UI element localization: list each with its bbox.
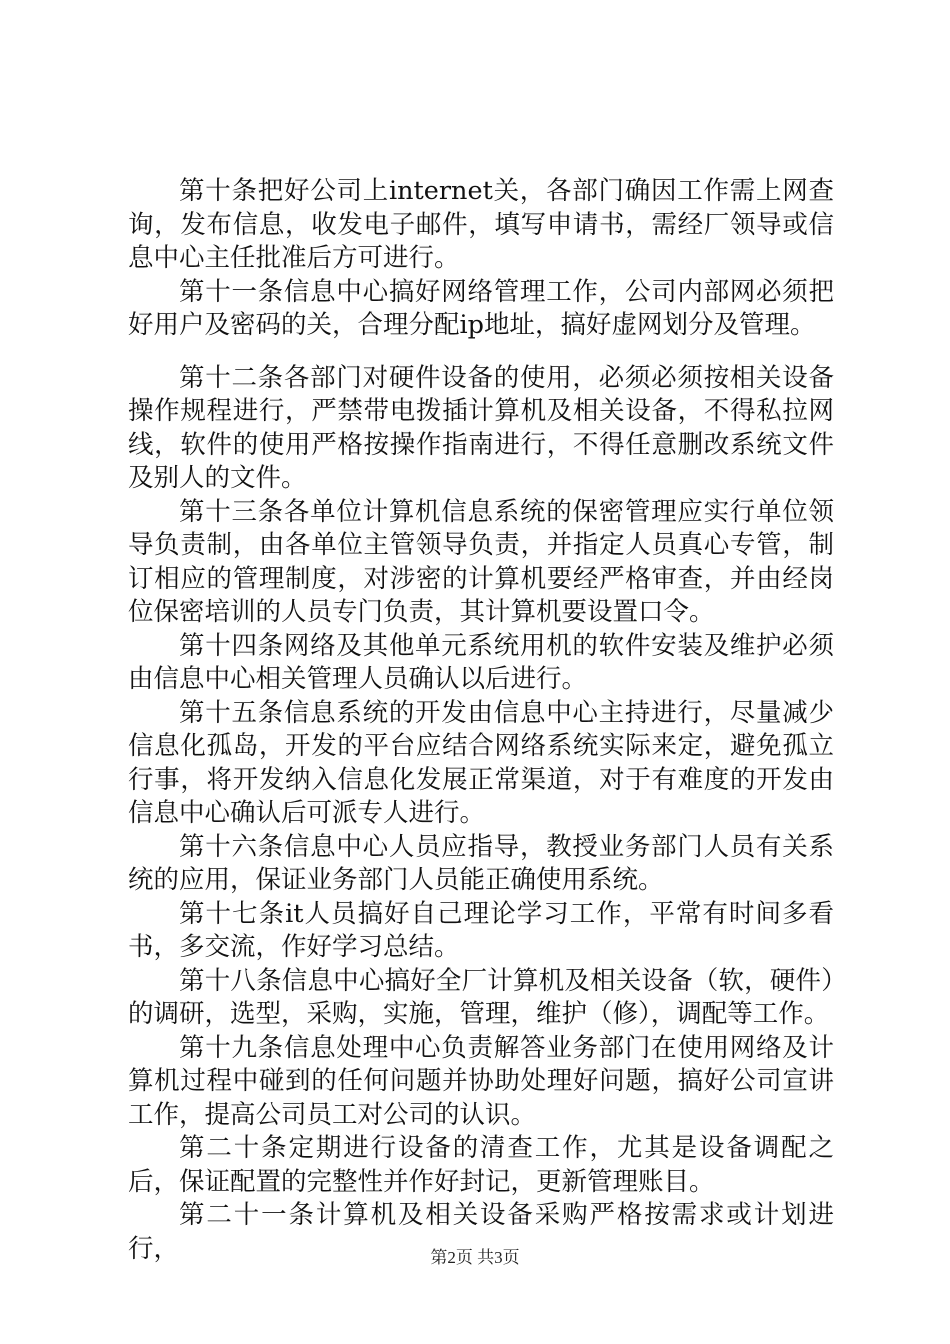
article-18: 第十八条信息中心搞好全厂计算机及相关设备（软，硬件）的调研，选型，采购，实施，管理，维护（修），调配等工作。 bbox=[128, 965, 834, 1029]
article-14: 第十四条网络及其他单元系统用机的软件安装及维护必须由信息中心相关管理人员确认以后进行。 bbox=[128, 630, 834, 694]
article-15: 第十五条信息系统的开发由信息中心主持进行，尽量减少信息化孤岛，开发的平台应结合网络系统实际来定，避免孤立行事，将开发纳入信息化发展正常渠道，对于有难度的开发由信息中心确认后可派专人进行。 bbox=[128, 697, 834, 828]
article-19: 第十九条信息处理中心负责解答业务部门在使用网络及计算机过程中碰到的任何问题并协助处理好问题，搞好公司宣讲工作，提高公司员工对公司的认识。 bbox=[128, 1032, 834, 1130]
article-21: 第二十一条计算机及相关设备采购严格按需求或计划进行， bbox=[128, 1200, 834, 1264]
page-footer bbox=[0, 1243, 950, 1268]
article-12: 第十二条各部门对硬件设备的使用，必须必须按相关设备操作规程进行，严禁带电拨插计算机及相关设备，不得私拉网线，软件的使用严格按操作指南进行，不得任意删改系统文件及别人的文件。 bbox=[128, 362, 834, 493]
page-number-label: 第2页 共3页 bbox=[430, 1248, 520, 1267]
document-body bbox=[128, 175, 834, 1266]
article-20: 第二十条定期进行设备的清查工作，尤其是设备调配之后，保证配置的完整性并作好封记，更新管理账目。 bbox=[128, 1133, 834, 1197]
article-10: 第十条把好公司上internet关，各部门确因工作需上网查询，发布信息，收发电子邮件，填写申请书，需经厂领导或信息中心主任批准后方可进行。 bbox=[128, 176, 834, 273]
article-13: 第十三条各单位计算机信息系统的保密管理应实行单位领导负责制，由各单位主管领导负责，并指定人员真心专管，制订相应的管理制度，对涉密的计算机要经严格审查，并由经岗位保密培训的人员专门负责，其计算机要设置口令。 bbox=[128, 496, 834, 627]
article-16: 第十六条信息中心人员应指导，教授业务部门人员有关系统的应用，保证业务部门人员能正确使用系统。 bbox=[128, 831, 834, 895]
article-17: 第十七条it人员搞好自己理论学习工作，平常有时间多看书，多交流，作好学习总结。 bbox=[128, 898, 834, 962]
article-11: 第十一条信息中心搞好网络管理工作，公司内部网必须把好用户及密码的关，合理分配ip地址，搞好虚网划分及管理。 bbox=[128, 276, 834, 340]
